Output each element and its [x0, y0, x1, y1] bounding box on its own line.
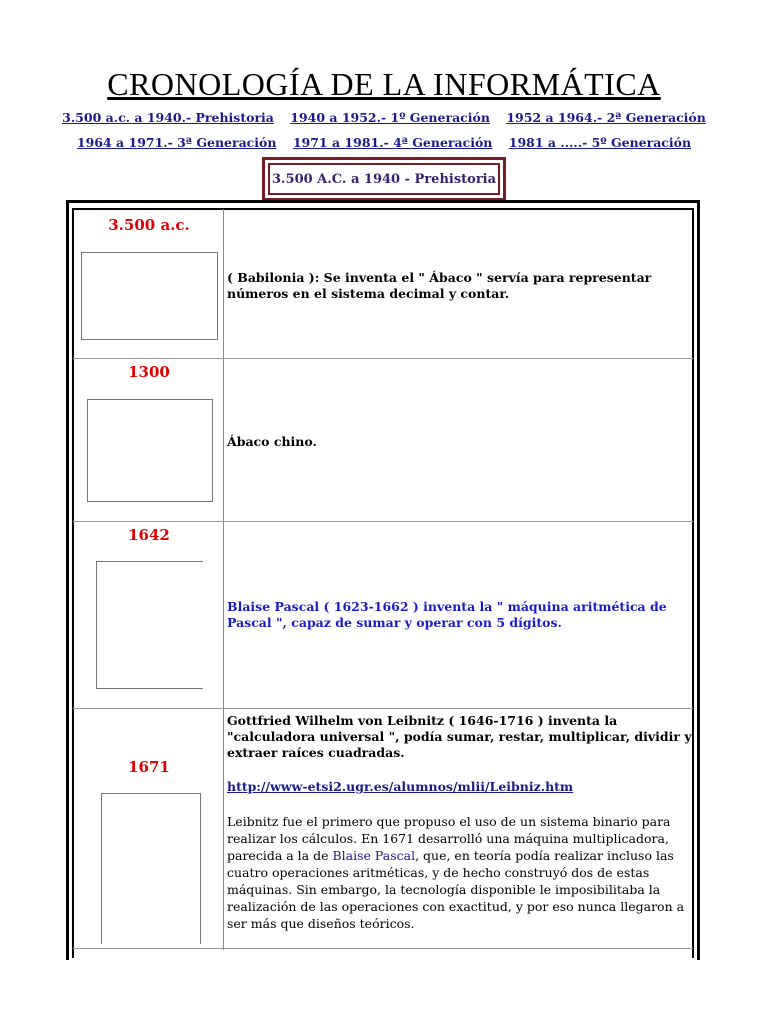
- year-label: 1300: [128, 363, 170, 381]
- entry-description: Blaise Pascal ( 1623-1662 ) inventa la " máquina aritmética de Pascal ", capaz de sumar y operar con 5 dígitos.: [227, 599, 667, 630]
- paragraph-text: , que, en teoría podía realizar incluso las cuatro operaciones aritméticas, y de hecho construyó dos de estas máquinas. Sin embargo, la tecnología disponible le imposibilitaba la realización de las operaciones con exactitud, y por eso nunca llegaron a ser más que diseños teóricos.: [227, 848, 685, 931]
- nav-row-2: [0, 135, 768, 150]
- entry-description: ( Babilonia ): Se inventa el " Ábaco " servía para representar números en el sistema decimal y contar.: [227, 270, 652, 301]
- nav-link-1-generacion[interactable]: 1940 a 1952.- 1º Generación: [290, 110, 490, 125]
- row-divider: [73, 948, 693, 949]
- entry-paragraph: [227, 813, 695, 932]
- year-label: 1642: [128, 526, 170, 544]
- entry-description: Gottfried Wilhelm von Leibnitz ( 1646-1716 ) inventa la "calculadora universal ", podía sumar, restar, multiplicar, dividir y extraer raíces cuadradas.: [227, 713, 692, 760]
- year-label: 3.500 a.c.: [108, 216, 190, 234]
- entry-description: Ábaco chino.: [227, 434, 317, 449]
- paragraph-text: Leibnitz fue el primero que propuso el uso de un sistema binario para realizar los cálculos. En 1671 desarrolló una máquina multiplicadora, parecida a la de: [227, 814, 671, 863]
- nav-link-4-generacion[interactable]: 1971 a 1981.- 4ª Generación: [292, 135, 493, 150]
- nav-link-3-generacion[interactable]: 1964 a 1971.- 3ª Generación: [76, 135, 277, 150]
- year-label: 1671: [128, 758, 170, 776]
- section-title-box: [262, 157, 506, 201]
- column-divider: [223, 209, 224, 950]
- nav-link-2-generacion[interactable]: 1952 a 1964.- 2ª Generación: [506, 110, 706, 125]
- abacus-image: [81, 252, 218, 340]
- blaise-pascal-link[interactable]: Blaise Pascal: [332, 848, 416, 863]
- nav-row-1: [0, 110, 768, 125]
- pascal-machine-image: [96, 561, 203, 689]
- row-divider: [73, 708, 693, 709]
- nav-link-prehistoria[interactable]: 3.500 a.c. a 1940.- Prehistoria: [62, 110, 274, 125]
- page-title: CRONOLOGÍA DE LA INFORMÁTICA: [107, 66, 661, 102]
- leibniz-link[interactable]: http://www-etsi2.ugr.es/alumnos/mlii/Leibniz.htm: [227, 779, 574, 794]
- row-divider: [73, 521, 693, 522]
- chinese-abacus-image: [87, 399, 213, 502]
- nav-link-5-generacion[interactable]: 1981 a .....- 5º Generación: [508, 135, 692, 150]
- section-title: 3.500 A.C. a 1940 - Prehistoria: [268, 163, 500, 195]
- row-divider: [73, 358, 693, 359]
- leibniz-calculator-image: [101, 793, 201, 944]
